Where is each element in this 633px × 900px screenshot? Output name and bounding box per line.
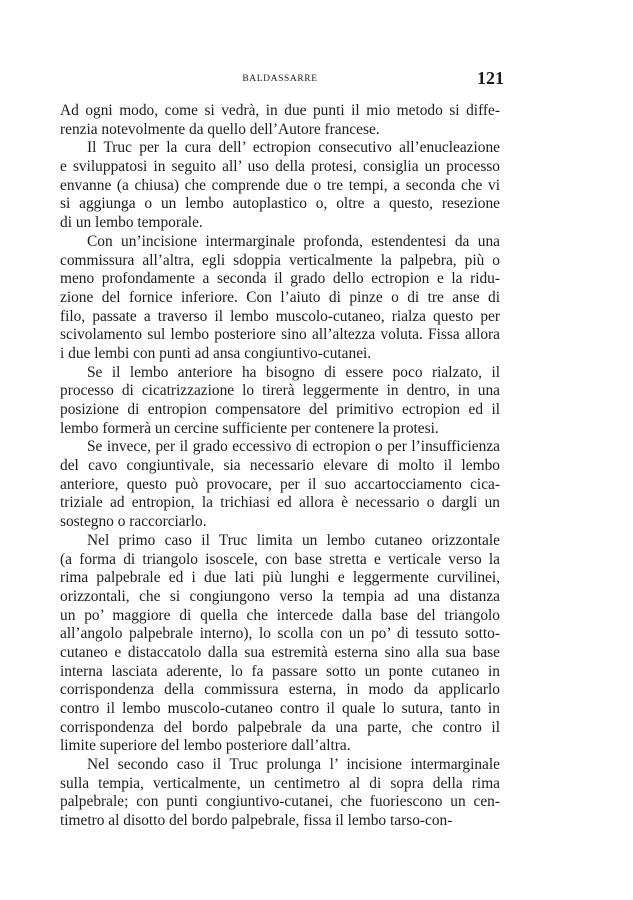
text-line: palpebrale; con punti congiuntivo-cutanei, che fuoriescono un cen-: [60, 793, 500, 811]
text-line: interna lasciata aderente, lo fa passare sotto un ponte cutaneo in: [60, 662, 500, 680]
text-line: meno profondamente a seconda il grado dello ectropion e la ridu-: [60, 270, 500, 288]
paragraph: [60, 532, 500, 756]
text-line: limite superiore del lembo posteriore dall’altra.: [60, 737, 351, 755]
text-line: orizzontali, che si congiungono verso la tempia ad una distanza: [60, 587, 500, 605]
text-line: Ad ogni modo, come si vedrà, in due punti il mio metodo si diffe-: [60, 102, 500, 119]
paragraph: [60, 756, 500, 831]
text-line: sulla tempia, verticalmente, un centimetro al di sopra della rima: [60, 774, 500, 792]
text-line: Se il lembo anteriore ha bisogno di essere poco rialzato, il: [87, 363, 500, 381]
text-line: processo di cicatrizzazione lo tirerà leggermente in dentro, in una: [60, 382, 500, 400]
running-head: [60, 68, 504, 92]
text-line: anteriore, questo può provocare, per il suo accartocciamento cica-: [60, 475, 500, 493]
text-line: envanne (a chiusa) che comprende due o tre tempi, a seconda che vi: [60, 176, 500, 194]
text-line: Nel secondo caso il Truc prolunga l’ incisione intermarginale: [87, 756, 500, 774]
paragraph: [60, 233, 500, 364]
page-number: 121: [477, 68, 504, 88]
text-line: (a forma di triangolo isoscele, con base stretta e verticale verso la: [60, 550, 500, 568]
text-line: rima palpebrale ed i due lati più lunghi e leggermente curvilinei,: [60, 569, 500, 587]
text-line: un po’ maggiore di quella che intercede dalla base del triangolo: [60, 606, 500, 624]
text-line: si aggiunga o un lembo autoplastico o, oltre a questo, resezione: [60, 195, 500, 213]
text-line: posizione di entropion compensatore del primitivo ectropion ed il: [60, 401, 500, 418]
text-line: commissura all’altra, egli sdoppia verticalmente la palpebra, più o: [60, 251, 500, 269]
text-line: zione del fornice inferiore. Con l’aiuto di pinze o di tre anse di: [60, 288, 500, 306]
text-line: all’angolo palpebrale interno), lo scolla con un po’ di tessuto sotto-: [60, 625, 500, 643]
text-line: contro il lembo muscolo-cutaneo contro il quale lo sutura, tanto in: [60, 700, 500, 717]
paragraph: [60, 364, 500, 439]
text-line: del cavo congiuntivale, sia necessario elevare di molto il lembo: [60, 457, 500, 475]
text-line: lembo formerà un cercine sufficiente per contenere la protesi.: [60, 419, 439, 437]
paragraph: [60, 102, 500, 139]
text-line: corrispondenza della commissura esterna, in modo da applicarlo: [60, 681, 500, 699]
text-line: e sviluppatosi in seguito all’ uso della protesi, consiglia un processo: [60, 158, 500, 176]
text-line: di un lembo temporale.: [60, 214, 203, 232]
text-line: corrispondenza del bordo palpebrale da una parte, che contro il: [60, 718, 500, 736]
paragraph: [60, 139, 500, 232]
text-line: timetro al disotto del bordo palpebrale, fissa il lembo tarso-con-: [60, 812, 453, 830]
paragraph: [60, 438, 500, 531]
text-line: i due lembi con punti ad ansa congiuntivo-cutanei.: [60, 344, 372, 362]
text-line: Se invece, per il grado eccessivo di ectropion o per l’insufficienza: [87, 438, 500, 456]
text-line: triziale ad entropion, la trichiasi ed allora è necessario o dargli un: [60, 494, 500, 512]
text-line: renzia notevolmente da quello dell’Autore francese.: [60, 120, 380, 138]
text-line: cutaneo e distaccatolo dalla sua estremità esterna sino alla sua base: [60, 643, 500, 661]
text-line: scivolamento sul lembo posteriore sino all’altezza voluta. Fissa allora: [60, 326, 500, 344]
body-text: [60, 102, 500, 831]
text-line: Con un’incisione intermarginale profonda, estendentesi da una: [87, 232, 500, 250]
text-line: filo, passate a traverso il lembo muscolo-cutaneo, rialza questo per: [60, 307, 500, 325]
text-line: Il Truc per la cura dell’ ectropion consecutivo all’enucleazione: [87, 139, 500, 157]
running-title: BALDASSARRE: [242, 74, 318, 84]
text-line: sostegno o raccorciarlo.: [60, 513, 207, 531]
text-line: Nel primo caso il Truc limita un lembo cutaneo orizzontale: [87, 531, 500, 549]
